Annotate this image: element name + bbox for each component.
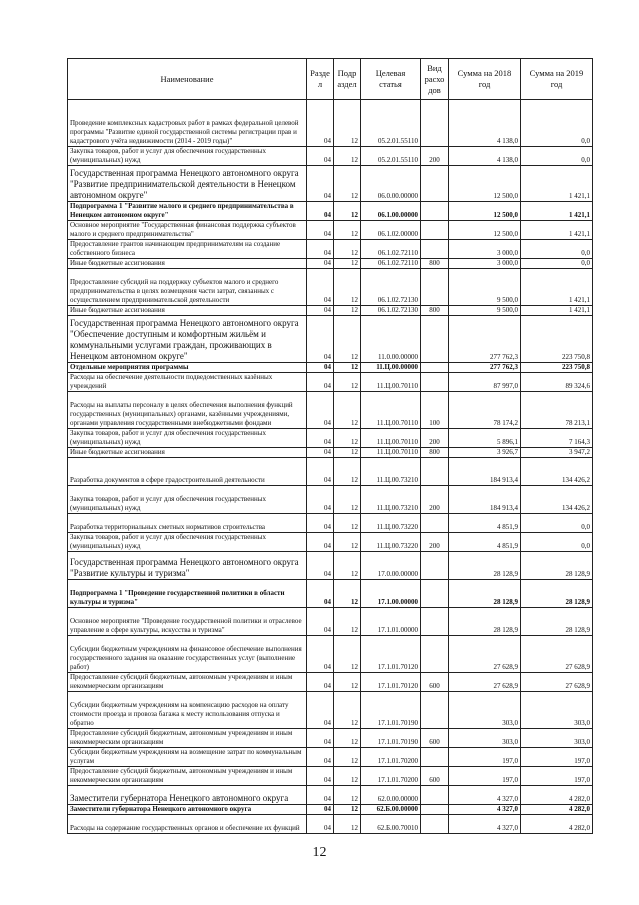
row-expense-type <box>421 748 449 767</box>
row-expense-type <box>421 202 449 221</box>
row-sum-2019: 303,0 <box>521 692 593 729</box>
row-sum-2019: 134 426,2 <box>521 486 593 514</box>
row-expense-type <box>421 363 449 373</box>
row-target-article: 11.Ц.00.73220 <box>361 514 421 533</box>
row-sum-2018: 184 913,4 <box>449 458 521 486</box>
table-row <box>68 767 593 786</box>
row-target-article: 11.Ц.00.73220 <box>361 533 421 552</box>
row-section: 04 <box>307 636 334 673</box>
row-subsection: 12 <box>334 692 361 729</box>
row-target-article: 11.Ц.00.70110 <box>361 448 421 458</box>
row-section: 04 <box>307 748 334 767</box>
row-subsection: 12 <box>334 805 361 815</box>
row-subsection: 12 <box>334 259 361 269</box>
row-sum-2019: 197,0 <box>521 767 593 786</box>
row-section: 04 <box>307 805 334 815</box>
table-row <box>68 552 593 580</box>
row-sum-2019: 4 282,0 <box>521 805 593 815</box>
row-expense-type: 600 <box>421 673 449 692</box>
row-name: Расходы на выплаты персоналу в целях обеспечения выполнения функций государственных (муниципальных) органами, казёнными учреждениями, органами управления государственными внебюджетными фондами <box>68 392 307 429</box>
row-expense-type: 600 <box>421 767 449 786</box>
header-sum-2019: Сумма на 2019 год <box>521 59 593 100</box>
table-row <box>68 805 593 815</box>
header-sum-2018: Сумма на 2018 год <box>449 59 521 100</box>
row-subsection: 12 <box>334 147 361 166</box>
row-subsection: 12 <box>334 514 361 533</box>
row-expense-type <box>421 786 449 805</box>
row-target-article: 17.1.01.70190 <box>361 692 421 729</box>
row-section: 04 <box>307 373 334 392</box>
row-target-article: 06.1.02.72130 <box>361 269 421 306</box>
table-body <box>68 100 593 834</box>
table-row <box>68 202 593 221</box>
row-expense-type <box>421 458 449 486</box>
row-subsection: 12 <box>334 552 361 580</box>
row-sum-2019: 303,0 <box>521 729 593 748</box>
row-sum-2018: 27 628,9 <box>449 636 521 673</box>
row-sum-2018: 277 762,3 <box>449 363 521 373</box>
table-row <box>68 316 593 363</box>
table-row <box>68 147 593 166</box>
row-sum-2018: 87 997,0 <box>449 373 521 392</box>
row-name: Субсидии бюджетным учреждениям на финансовое обеспечение выполнения государственного задания на оказание государственных услуг (выполнение работ) <box>68 636 307 673</box>
row-name: Предоставление субсидий на поддержку субъектов малого и среднего предпринимательства в целях возмещения части затрат, связанных с осуществлением предпринимательской деятельности <box>68 269 307 306</box>
row-sum-2019: 1 421,1 <box>521 221 593 240</box>
header-name: Наименование <box>68 59 307 100</box>
row-sum-2018: 9 500,0 <box>449 269 521 306</box>
row-subsection: 12 <box>334 580 361 608</box>
row-subsection: 12 <box>334 202 361 221</box>
row-sum-2019: 3 947,2 <box>521 448 593 458</box>
row-target-article: 17.0.00.00000 <box>361 552 421 580</box>
row-sum-2018: 3 000,0 <box>449 240 521 259</box>
row-target-article: 17.1.01.70200 <box>361 767 421 786</box>
row-subsection: 12 <box>334 429 361 448</box>
table-row <box>68 608 593 636</box>
row-section: 04 <box>307 147 334 166</box>
row-sum-2018: 3 926,7 <box>449 448 521 458</box>
row-sum-2019: 197,0 <box>521 748 593 767</box>
row-target-article: 06.1.02.72130 <box>361 306 421 316</box>
header-subsection: Подр аздел <box>334 59 361 100</box>
row-expense-type: 200 <box>421 429 449 448</box>
row-name: Предоставление субсидий бюджетным, автономным учреждениям и иным некоммерческим организациям <box>68 729 307 748</box>
row-subsection: 12 <box>334 748 361 767</box>
row-section: 04 <box>307 767 334 786</box>
row-name: Основное мероприятие "Государственная финансовая поддержка субъектов малого и среднего предпринимательства" <box>68 221 307 240</box>
row-subsection: 12 <box>334 363 361 373</box>
row-name: Иные бюджетные ассигнования <box>68 306 307 316</box>
row-sum-2019: 0,0 <box>521 100 593 147</box>
row-sum-2019: 28 128,9 <box>521 552 593 580</box>
header-expense-type: Вид расхо дов <box>421 59 449 100</box>
table-row <box>68 580 593 608</box>
row-target-article: 17.1.01.70200 <box>361 748 421 767</box>
row-expense-type <box>421 373 449 392</box>
row-name: Субсидии бюджетным учреждениям на возмещение затрат по коммунальным услугам <box>68 748 307 767</box>
row-expense-type <box>421 815 449 834</box>
row-sum-2019: 0,0 <box>521 533 593 552</box>
row-section: 04 <box>307 221 334 240</box>
row-subsection: 12 <box>334 448 361 458</box>
row-name: Субсидии бюджетным учреждениям на компенсацию расходов на оплату стоимости проезда и провоза багажа к месту использования отпуска и обратно <box>68 692 307 729</box>
table-row <box>68 636 593 673</box>
row-expense-type: 200 <box>421 147 449 166</box>
row-name: Государственная программа Ненецкого автономного округа "Развитие культуры и туризма" <box>68 552 307 580</box>
row-subsection: 12 <box>334 373 361 392</box>
table-row <box>68 100 593 147</box>
table-row <box>68 729 593 748</box>
row-name: Разработка территориальных сметных нормативов строительства <box>68 514 307 533</box>
row-subsection: 12 <box>334 166 361 202</box>
row-sum-2018: 197,0 <box>449 767 521 786</box>
header-section: Разде л <box>307 59 334 100</box>
row-section: 04 <box>307 429 334 448</box>
row-section: 04 <box>307 240 334 259</box>
row-sum-2018: 12 500,0 <box>449 202 521 221</box>
row-name: Отдельные мероприятия программы <box>68 363 307 373</box>
table-row <box>68 533 593 552</box>
row-sum-2018: 12 500,0 <box>449 166 521 202</box>
row-sum-2018: 277 762,3 <box>449 316 521 363</box>
row-subsection: 12 <box>334 458 361 486</box>
row-expense-type <box>421 514 449 533</box>
row-sum-2019: 0,0 <box>521 259 593 269</box>
table-row <box>68 269 593 306</box>
table-row <box>68 221 593 240</box>
row-section: 04 <box>307 166 334 202</box>
row-target-article: 17.1.00.00000 <box>361 580 421 608</box>
row-sum-2019: 223 750,8 <box>521 363 593 373</box>
row-sum-2018: 197,0 <box>449 748 521 767</box>
row-name: Основное мероприятие "Проведение государственной политики и отраслевое управление в сфере культуры, искусства и туризма" <box>68 608 307 636</box>
row-section: 04 <box>307 392 334 429</box>
row-sum-2019: 0,0 <box>521 514 593 533</box>
row-section: 04 <box>307 692 334 729</box>
row-subsection: 12 <box>334 729 361 748</box>
row-section: 04 <box>307 363 334 373</box>
row-subsection: 12 <box>334 786 361 805</box>
row-sum-2018: 184 913,4 <box>449 486 521 514</box>
row-expense-type <box>421 269 449 306</box>
table-row <box>68 692 593 729</box>
row-name: Закупка товаров, работ и услуг для обеспечения государственных (муниципальных) нужд <box>68 147 307 166</box>
row-target-article: 11.Ц.00.00000 <box>361 363 421 373</box>
row-expense-type <box>421 240 449 259</box>
row-expense-type: 200 <box>421 533 449 552</box>
row-sum-2018: 303,0 <box>449 729 521 748</box>
row-target-article: 11.Ц.00.73210 <box>361 486 421 514</box>
row-expense-type <box>421 805 449 815</box>
row-section: 04 <box>307 815 334 834</box>
row-sum-2019: 7 164,3 <box>521 429 593 448</box>
row-target-article: 11.0.00.00000 <box>361 316 421 363</box>
row-section: 04 <box>307 533 334 552</box>
row-section: 04 <box>307 552 334 580</box>
row-sum-2019: 1 421,1 <box>521 306 593 316</box>
row-section: 04 <box>307 673 334 692</box>
table-row <box>68 673 593 692</box>
row-subsection: 12 <box>334 673 361 692</box>
row-sum-2018: 27 628,9 <box>449 673 521 692</box>
row-subsection: 12 <box>334 240 361 259</box>
row-expense-type <box>421 608 449 636</box>
row-section: 04 <box>307 306 334 316</box>
row-expense-type <box>421 580 449 608</box>
row-subsection: 12 <box>334 316 361 363</box>
row-sum-2019: 28 128,9 <box>521 608 593 636</box>
row-subsection: 12 <box>334 392 361 429</box>
row-target-article: 06.0.00.00000 <box>361 166 421 202</box>
row-subsection: 12 <box>334 636 361 673</box>
row-subsection: 12 <box>334 486 361 514</box>
row-target-article: 62.0.00.00000 <box>361 786 421 805</box>
row-target-article: 05.2.01.55110 <box>361 147 421 166</box>
table-row <box>68 815 593 834</box>
row-name: Заместители губернатора Ненецкого автономного округа <box>68 805 307 815</box>
row-subsection: 12 <box>334 221 361 240</box>
row-target-article: 17.1.01.00000 <box>361 608 421 636</box>
row-section: 04 <box>307 269 334 306</box>
row-section: 04 <box>307 202 334 221</box>
row-sum-2019: 1 421,1 <box>521 269 593 306</box>
row-name: Предоставление грантов начинающим предпринимателям на создание собственного бизнеса <box>68 240 307 259</box>
row-name: Предоставление субсидий бюджетным, автономным учреждениям и иным некоммерческим организациям <box>68 673 307 692</box>
row-subsection: 12 <box>334 100 361 147</box>
table-row <box>68 259 593 269</box>
row-sum-2019: 78 213,1 <box>521 392 593 429</box>
row-sum-2018: 9 500,0 <box>449 306 521 316</box>
row-name: Закупка товаров, работ и услуг для обеспечения государственных (муниципальных) нужд <box>68 429 307 448</box>
row-sum-2018: 3 000,0 <box>449 259 521 269</box>
row-expense-type: 200 <box>421 486 449 514</box>
row-section: 04 <box>307 729 334 748</box>
row-sum-2019: 27 628,9 <box>521 636 593 673</box>
row-expense-type: 800 <box>421 306 449 316</box>
row-sum-2019: 134 426,2 <box>521 458 593 486</box>
row-expense-type: 800 <box>421 259 449 269</box>
row-sum-2018: 78 174,2 <box>449 392 521 429</box>
table-header-row <box>68 59 593 100</box>
row-target-article: 05.2.01.55110 <box>361 100 421 147</box>
row-subsection: 12 <box>334 767 361 786</box>
row-target-article: 11.Ц.00.70110 <box>361 429 421 448</box>
row-name: Иные бюджетные ассигнования <box>68 259 307 269</box>
row-name: Иные бюджетные ассигнования <box>68 448 307 458</box>
row-target-article: 62.Б.00.00000 <box>361 805 421 815</box>
row-name: Проведение комплексных кадастровых работ в рамках федеральной целевой программы "Развитие единой государственной системы регистрации прав и кадастрового учёта недвижимости (2014 - 2019 годы)" <box>68 100 307 147</box>
row-name: Государственная программа Ненецкого автономного округа "Развитие предпринимательской деятельности в Ненецком автономном округе" <box>68 166 307 202</box>
budget-table-container <box>67 58 592 834</box>
row-section: 04 <box>307 786 334 805</box>
table-row <box>68 786 593 805</box>
row-target-article: 17.1.01.70190 <box>361 729 421 748</box>
table-row <box>68 240 593 259</box>
row-name: Расходы на обеспечение деятельности подведомственных казённых учреждений <box>68 373 307 392</box>
table-row <box>68 448 593 458</box>
table-row <box>68 306 593 316</box>
row-sum-2018: 4 327,0 <box>449 815 521 834</box>
row-section: 04 <box>307 514 334 533</box>
row-sum-2018: 4 327,0 <box>449 805 521 815</box>
row-expense-type <box>421 221 449 240</box>
row-sum-2018: 28 128,9 <box>449 552 521 580</box>
row-sum-2018: 4 327,0 <box>449 786 521 805</box>
row-sum-2018: 4 138,0 <box>449 147 521 166</box>
row-target-article: 06.1.00.00000 <box>361 202 421 221</box>
row-name: Разработка документов в сфере градостроительной деятельности <box>68 458 307 486</box>
row-sum-2019: 28 128,9 <box>521 580 593 608</box>
row-expense-type <box>421 100 449 147</box>
row-section: 04 <box>307 259 334 269</box>
row-target-article: 06.1.02.72110 <box>361 240 421 259</box>
row-sum-2018: 4 851,9 <box>449 533 521 552</box>
row-name: Подпрограмма 1 "Проведение государственной политики в области культуры и туризма" <box>68 580 307 608</box>
row-sum-2018: 4 138,0 <box>449 100 521 147</box>
row-name: Предоставление субсидий бюджетным, автономным учреждениям и иным некоммерческим организациям <box>68 767 307 786</box>
row-sum-2019: 89 324,6 <box>521 373 593 392</box>
row-sum-2018: 28 128,9 <box>449 608 521 636</box>
row-subsection: 12 <box>334 815 361 834</box>
page-number: 12 <box>312 845 327 860</box>
row-sum-2019: 0,0 <box>521 240 593 259</box>
row-section: 04 <box>307 316 334 363</box>
table-row <box>68 514 593 533</box>
row-sum-2018: 5 896,1 <box>449 429 521 448</box>
row-sum-2019: 1 421,1 <box>521 202 593 221</box>
row-sum-2019: 4 282,0 <box>521 786 593 805</box>
row-section: 04 <box>307 486 334 514</box>
row-name: Подпрограмма 1 "Развитие малого и среднего предпринимательства в Ненецком автономном округе" <box>68 202 307 221</box>
row-sum-2019: 0,0 <box>521 147 593 166</box>
row-target-article: 62.Б.00.70010 <box>361 815 421 834</box>
row-section: 04 <box>307 580 334 608</box>
row-section: 04 <box>307 448 334 458</box>
row-sum-2019: 27 628,9 <box>521 673 593 692</box>
table-row <box>68 748 593 767</box>
row-sum-2019: 223 750,8 <box>521 316 593 363</box>
row-subsection: 12 <box>334 269 361 306</box>
table-row <box>68 429 593 448</box>
row-sum-2018: 12 500,0 <box>449 221 521 240</box>
row-expense-type: 800 <box>421 448 449 458</box>
row-name: Государственная программа Ненецкого автономного округа "Обеспечение доступным и комфортным жильём и коммунальными услугами граждан, проживающих в Ненецком автономном округе" <box>68 316 307 363</box>
row-expense-type <box>421 316 449 363</box>
row-name: Закупка товаров, работ и услуг для обеспечения государственных (муниципальных) нужд <box>68 533 307 552</box>
row-expense-type <box>421 166 449 202</box>
table-row <box>68 363 593 373</box>
row-subsection: 12 <box>334 608 361 636</box>
row-name: Расходы на содержание государственных органов и обеспечение их функций <box>68 815 307 834</box>
row-target-article: 17.1.01.70120 <box>361 673 421 692</box>
row-expense-type: 600 <box>421 729 449 748</box>
row-sum-2018: 4 851,9 <box>449 514 521 533</box>
budget-table <box>67 58 593 834</box>
table-row <box>68 486 593 514</box>
row-target-article: 06.1.02.72110 <box>361 259 421 269</box>
row-target-article: 17.1.01.70120 <box>361 636 421 673</box>
row-target-article: 11.Ц.00.73210 <box>361 458 421 486</box>
row-section: 04 <box>307 100 334 147</box>
row-target-article: 11.Ц.00.70110 <box>361 373 421 392</box>
row-expense-type: 100 <box>421 392 449 429</box>
row-sum-2018: 303,0 <box>449 692 521 729</box>
row-expense-type <box>421 692 449 729</box>
header-target: Целевая статья <box>361 59 421 100</box>
row-sum-2019: 4 282,0 <box>521 815 593 834</box>
row-subsection: 12 <box>334 533 361 552</box>
row-expense-type <box>421 636 449 673</box>
row-expense-type <box>421 552 449 580</box>
row-section: 04 <box>307 458 334 486</box>
row-name: Закупка товаров, работ и услуг для обеспечения государственных (муниципальных) нужд <box>68 486 307 514</box>
table-row <box>68 373 593 392</box>
row-subsection: 12 <box>334 306 361 316</box>
row-sum-2018: 28 128,9 <box>449 580 521 608</box>
table-row <box>68 166 593 202</box>
row-name: Заместители губернатора Ненецкого автономного округа <box>68 786 307 805</box>
row-target-article: 06.1.02.00000 <box>361 221 421 240</box>
row-section: 04 <box>307 608 334 636</box>
row-target-article: 11.Ц.00.70110 <box>361 392 421 429</box>
row-sum-2019: 1 421,1 <box>521 166 593 202</box>
table-row <box>68 392 593 429</box>
table-row <box>68 458 593 486</box>
